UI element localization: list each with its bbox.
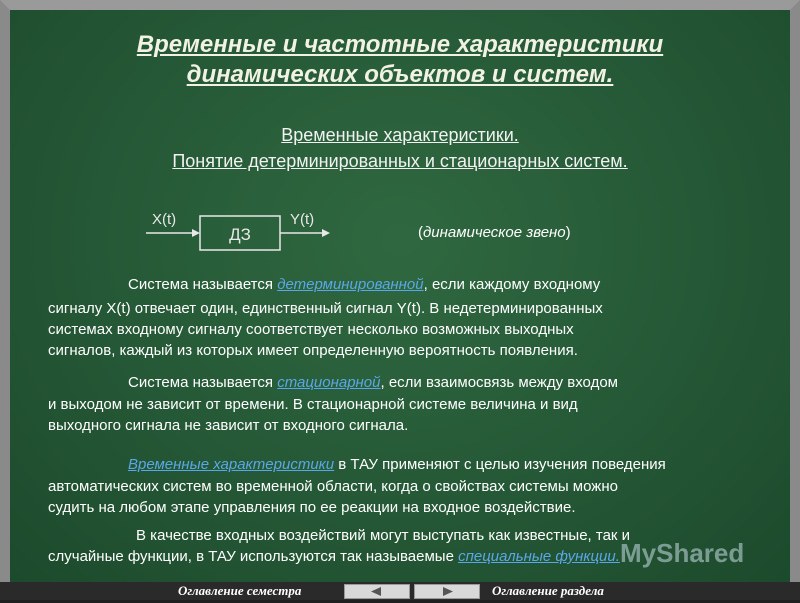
arrow-left-icon — [345, 585, 409, 598]
link-stationary[interactable]: стационарной — [277, 374, 381, 391]
para4-line2: случайные функции, в ТАУ используются так называемые специальные функции. — [48, 548, 620, 565]
para1-line3: системах входному сигналу соответствует несколько возможных выходных — [48, 321, 574, 338]
navigation-bar — [0, 582, 800, 600]
para3-line3: судить на любом этапе управления по ее реакции на входное воздействие. — [48, 499, 576, 516]
para1-first-line: Система называется детерминированной, если каждому входному — [128, 276, 601, 293]
link-deterministic[interactable]: детерминированной — [277, 276, 424, 293]
slide-title-line1: Временные и частотные характеристики — [136, 31, 664, 58]
link-time-characteristics[interactable]: Временные характеристики — [128, 456, 335, 473]
watermark-logo: MyShared — [620, 538, 745, 568]
input-arrowhead — [192, 229, 200, 237]
subtitle-line2: Понятие детерминированных и стационарных систем. — [172, 151, 628, 171]
prev-button[interactable] — [344, 584, 410, 599]
link-special-functions[interactable]: специальные функции. — [458, 548, 620, 565]
chalkboard — [10, 10, 790, 586]
para1-line2: сигналу X(t) отвечает один, единственный сигнал Y(t). В недетерминированных — [48, 300, 603, 317]
arrow-right-icon — [415, 585, 479, 598]
output-label: Y(t) — [290, 211, 315, 228]
para2-line2: и выходом не зависит от времени. В стационарной системе величина и вид — [48, 396, 578, 413]
semester-toc-link[interactable]: Оглавление семестра — [178, 583, 302, 598]
section-toc-link[interactable]: Оглавление раздела — [492, 583, 604, 598]
output-arrowhead — [322, 229, 330, 237]
input-label: X(t) — [152, 211, 177, 228]
slide-title-line2: динамических объектов и систем. — [186, 61, 614, 88]
next-button[interactable] — [414, 584, 480, 599]
para3-line2: автоматических систем во временной области, когда о свойствах системы можно — [48, 478, 618, 495]
diagram-note: (динамическое звено) — [418, 224, 571, 241]
para1-line4: сигналов, каждый из которых имеет определенную вероятность появления. — [48, 342, 578, 359]
para4-line1: В качестве входных воздействий могут выступать как известные, так и — [136, 527, 631, 544]
block-label: ДЗ — [229, 225, 251, 244]
block-diagram — [142, 204, 332, 254]
para2-first-line: Система называется стационарной, если взаимосвязь между входом — [128, 374, 618, 391]
subtitle-line1: Временные характеристики. — [281, 125, 519, 145]
para2-line3: выходного сигнала не зависит от входного сигнала. — [48, 417, 409, 434]
para3-first-line: Временные характеристики в ТАУ применяют с целью изучения поведения — [128, 456, 666, 473]
